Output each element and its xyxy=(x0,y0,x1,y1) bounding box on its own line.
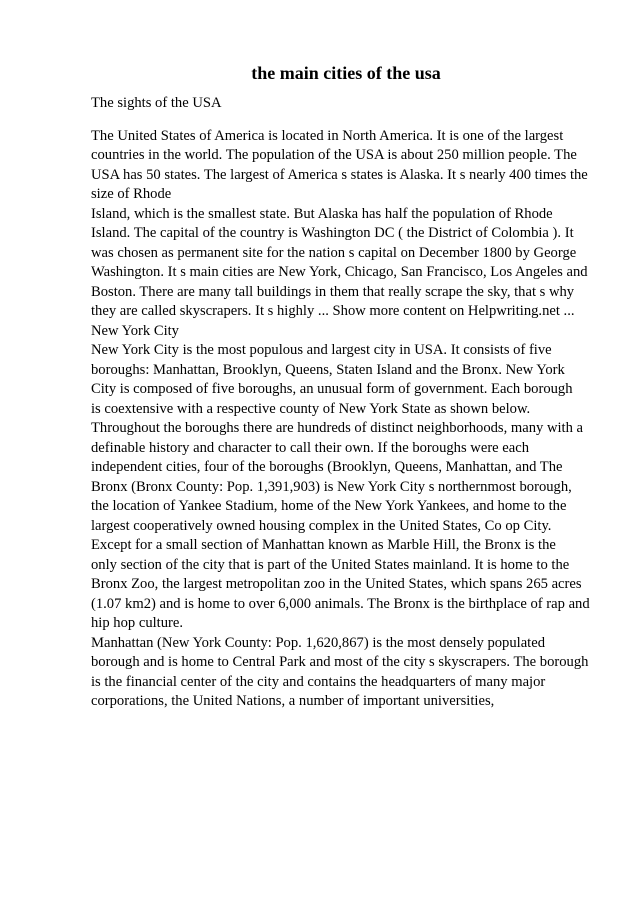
document-title: the main cities of the usa xyxy=(251,63,441,83)
body-line: hip hop culture. xyxy=(91,615,184,631)
body-line: boroughs: Manhattan, Brooklyn, Queens, Staten Island and the Bronx. New York xyxy=(91,361,565,378)
body-line: corporations, the United Nations, a number of important universities, xyxy=(91,693,495,709)
body-line: largest cooperatively owned housing complex in the United States, Co op City. xyxy=(91,517,552,534)
document-body xyxy=(91,127,591,712)
body-line: Bronx Zoo, the largest metropolitan zoo in the United States, which spans 265 acres xyxy=(91,576,582,592)
document-page xyxy=(91,62,591,712)
section-heading: New York City xyxy=(91,322,179,339)
body-line: Boston. There are many tall buildings in them that really scrape the sky, that s why xyxy=(91,283,575,300)
body-line: New York City is the most populous and largest city in USA. It consists of five xyxy=(91,342,552,358)
body-line: the location of Yankee Stadium, home of the New York Yankees, and home to the xyxy=(91,498,567,514)
body-line: is the financial center of the city and contains the headquarters of many major xyxy=(91,673,546,690)
body-line: (1.07 km2) and is home to over 6,000 animals. The Bronx is the birthplace of rap and xyxy=(91,595,590,612)
body-line: Except for a small section of Manhattan known as Marble Hill, the Bronx is the xyxy=(91,537,556,553)
body-line: only section of the city that is part of the United States mainland. It is home to the xyxy=(91,556,570,573)
body-line: USA has 50 states. The largest of America s states is Alaska. It s nearly 400 times the xyxy=(91,166,588,183)
body-line: Bronx (Bronx County: Pop. 1,391,903) is New York City s northernmost borough, xyxy=(91,478,572,495)
body-line: Island. The capital of the country is Washington DC ( the District of Colombia ). It xyxy=(91,225,574,241)
body-line: borough and is home to Central Park and most of the city s skyscrapers. The borough xyxy=(91,654,589,670)
body-line: The United States of America is located in North America. It is one of the largest xyxy=(91,127,564,144)
body-line: is coextensive with a respective county of New York State as shown below. xyxy=(91,400,531,417)
document-subtitle: The sights of the USA xyxy=(91,95,222,111)
body-line: independent cities, four of the boroughs (Brooklyn, Queens, Manhattan, and The xyxy=(91,459,563,475)
body-line: countries in the world. The population of the USA is about 250 million people. The xyxy=(91,147,577,163)
body-line: they are called skyscrapers. It s highly ... Show more content on Helpwriting.net ... xyxy=(91,303,575,319)
body-line: Manhattan (New York County: Pop. 1,620,867) is the most densely populated xyxy=(91,634,545,651)
body-line: Throughout the boroughs there are hundreds of distinct neighborhoods, many with a xyxy=(91,420,584,436)
body-line: definable history and character to call their own. If the boroughs were each xyxy=(91,439,530,456)
body-line: City is composed of five boroughs, an unusual form of government. Each borough xyxy=(91,381,573,397)
body-line: Island, which is the smallest state. But Alaska has half the population of Rhode xyxy=(91,205,553,222)
body-line: was chosen as permanent site for the nation s capital on December 1800 by George xyxy=(91,244,577,261)
body-line: Washington. It s main cities are New York, Chicago, San Francisco, Los Angeles and xyxy=(91,264,588,280)
body-line: size of Rhode xyxy=(91,186,172,202)
